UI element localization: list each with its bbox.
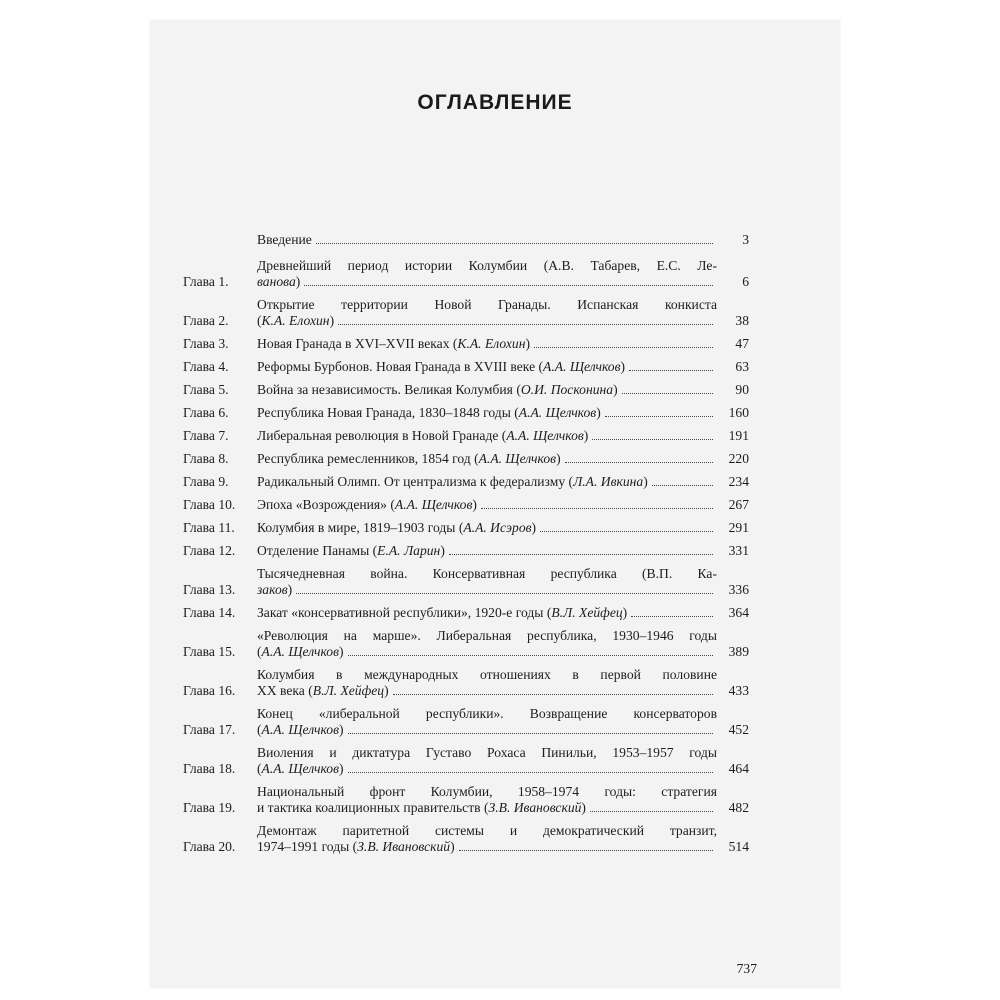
chapter-title [257,520,717,536]
dot-leader [449,554,713,555]
toc-entry [183,474,749,490]
chapter-title-line: Древнейший период истории Колумбии (А.В. Табарев, Е.С. Ле- [257,258,717,273]
chapter-title-tail: ) [613,382,618,397]
chapter-author: А.А. Щелчков [543,359,621,374]
chapter-title-tail: ) [556,451,561,466]
chapter-number: Глава 10. [183,497,236,512]
toc-entry [183,823,749,855]
dot-leader [338,324,713,325]
chapter-title [257,605,717,621]
chapter-author: Л.А. Ивкина [573,474,644,489]
chapter-author: А.А. Щелчков [261,644,339,659]
chapter-number: Глава 9. [183,474,229,489]
chapter-title [257,497,717,513]
chapter-author: В.Л. Хейфец [312,683,385,698]
chapter-title-line: Конец «либеральной республики». Возвращение консерваторов [257,706,717,721]
chapter-number: Глава 19. [183,800,236,815]
dot-leader [348,655,713,656]
chapter-page-number: 47 [735,336,749,351]
chapter-title-text: и тактика коалиционных правительств ( [257,800,489,815]
chapter-page-number: 433 [728,683,749,698]
dot-leader [590,811,713,812]
book-page [150,20,840,988]
chapter-title [257,628,717,660]
chapter-number: Глава 2. [183,313,229,328]
chapter-page-number: 3 [742,232,749,247]
chapter-number: Глава 11. [183,520,235,535]
chapter-page-number: 191 [728,428,749,443]
chapter-number: Глава 20. [183,839,236,854]
dot-leader [565,462,713,463]
chapter-page-number: 267 [728,497,749,512]
toc-entry [183,784,749,816]
chapter-title [257,706,717,738]
chapter-number: Глава 1. [183,274,229,289]
chapter-author: З.В. Ивановский [357,839,451,854]
chapter-author: А.А. Щелчков [506,428,584,443]
chapter-page-number: 63 [735,359,749,374]
chapter-title-line: Тысячедневная война. Консервативная республика (В.П. Ка- [257,566,717,581]
toc-entry [183,258,749,290]
chapter-author: А.А. Щелчков [394,497,473,512]
chapter-title [257,451,717,467]
chapter-author: Е.А. Ларин [377,543,441,558]
chapter-page-number: 234 [728,474,749,489]
chapter-title-line: Виоления и диктатура Густаво Рохаса Пинильи, 1953–1957 годы [257,745,717,760]
chapter-page-number: 482 [728,800,749,815]
chapter-title [257,784,717,816]
toc-entry [183,451,749,467]
toc-entry [183,605,749,621]
chapter-title [257,745,717,777]
chapter-page-number: 38 [735,313,749,328]
chapter-author: А.А. Щелчков [261,722,339,737]
chapter-number: Глава 5. [183,382,229,397]
chapter-author: А.А. Щелчков [518,405,597,420]
chapter-page-number: 220 [728,451,749,466]
chapter-title-text: 1974–1991 годы ( [257,839,358,854]
chapter-title-text: Республика Новая Гранада, 1830–1848 годы ( [257,405,519,420]
chapter-title-tail: ) [450,839,455,854]
chapter-title-tail: ) [472,497,477,512]
chapter-title-tail: ) [384,683,389,698]
chapter-title [257,382,717,398]
dot-leader [622,393,713,394]
chapter-page-number: 90 [735,382,749,397]
chapter-author: ванова [257,274,296,289]
chapter-author: К.А. Елохин [261,313,330,328]
chapter-title-text: Колумбия в мире, 1819–1903 годы ( [257,520,464,535]
dot-leader [652,485,713,486]
toc-entry [183,232,749,248]
chapter-title-text: ( [257,313,262,328]
chapter-title-tail: ) [581,800,586,815]
toc-entry [183,336,749,352]
dot-leader [540,531,713,532]
chapter-number: Глава 8. [183,451,229,466]
chapter-author: А.А. Щелчков [478,451,557,466]
chapter-title-text: Война за независимость. Великая Колумбия ( [257,382,521,397]
chapter-title-text: Отделение Панамы ( [257,543,378,558]
chapter-title-text: Республика ремесленников, 1854 год ( [257,451,479,466]
chapter-page-number: 514 [728,839,749,854]
toc-entry [183,566,749,598]
chapter-title-tail: ) [338,761,344,776]
chapter-title-line: Демонтаж паритетной системы и демократический транзит, [257,823,717,838]
chapter-title [257,297,717,329]
chapter-title-tail: ) [338,722,344,737]
chapter-page-number: 6 [742,274,749,289]
toc-entry [183,706,749,738]
table-of-contents [183,232,749,862]
chapter-title-text: ( [257,761,262,776]
dot-leader [348,733,713,734]
dot-leader [393,694,713,695]
dot-leader [304,285,713,286]
page-number: 737 [736,961,757,976]
dot-leader [296,593,713,594]
chapter-title [257,405,717,421]
chapter-title-tail: ) [531,520,537,535]
chapter-title-line: «Революция на марше». Либеральная республика, 1930–1946 годы [257,628,717,643]
chapter-title [257,428,717,444]
chapter-author: З.В. Ивановский [488,800,582,815]
chapter-page-number: 452 [728,722,749,737]
chapter-author: А.А. Исэров [463,520,532,535]
chapter-title-text: ( [257,722,262,737]
chapter-title-tail: ) [643,474,648,489]
chapter-number: Глава 17. [183,722,236,737]
chapter-title-tail: ) [620,359,626,374]
toc-entry [183,405,749,421]
chapter-title-tail: ) [329,313,335,328]
chapter-page-number: 389 [728,644,749,659]
dot-leader [348,772,713,773]
chapter-title [257,823,717,855]
chapter-title-text: Введение [257,232,312,247]
toc-entry [183,745,749,777]
chapter-page-number: 464 [728,761,749,776]
chapter-title-text: XX века ( [257,683,313,698]
dot-leader [629,370,713,371]
chapter-title-text: Новая Гранада в XVI–XVII веках ( [257,336,458,351]
dot-leader [605,416,713,417]
chapter-title-text: ( [257,644,262,659]
toc-entry [183,520,749,536]
page-title: ОГЛАВЛЕНИЕ [417,91,573,114]
dot-leader [481,508,713,509]
dot-leader [631,616,713,617]
chapter-title-text: Закат «консервативной республики», 1920-е годы ( [257,605,552,620]
chapter-number: Глава 7. [183,428,229,443]
chapter-title-tail: ) [596,405,601,420]
chapter-author: заков [257,582,288,597]
toc-entry [183,382,749,398]
chapter-number: Глава 6. [183,405,229,420]
chapter-author: К.А. Елохин [457,336,526,351]
chapter-title-text: Эпоха «Возрождения» ( [257,497,395,512]
chapter-title [257,566,717,598]
chapter-title-text: Либеральная революция в Новой Гранаде ( [257,428,507,443]
chapter-title-tail: ) [525,336,530,351]
chapter-page-number: 364 [728,605,749,620]
chapter-title-text: Радикальный Олимп. От централизма к федерализму ( [257,474,574,489]
chapter-title-tail: ) [622,605,628,620]
chapter-number: Глава 4. [183,359,229,374]
chapter-number: Глава 13. [183,582,236,597]
chapter-title-tail: ) [583,428,589,443]
dot-leader [316,243,713,244]
toc-entry [183,667,749,699]
toc-entry [183,497,749,513]
chapter-title-text: Реформы Бурбонов. Новая Гранада в XVIII веке ( [257,359,544,374]
chapter-title [257,359,717,375]
chapter-number: Глава 3. [183,336,229,351]
chapter-number: Глава 14. [183,605,236,620]
dot-leader [592,439,713,440]
toc-entry [183,543,749,559]
toc-entry [183,428,749,444]
chapter-number: Глава 12. [183,543,236,558]
chapter-title-tail: ) [295,274,301,289]
chapter-page-number: 336 [728,582,749,597]
chapter-title-tail: ) [287,582,293,597]
chapter-number: Глава 18. [183,761,236,776]
chapter-title [257,543,717,559]
chapter-title [257,474,717,490]
chapter-title [257,336,717,352]
chapter-number: Глава 15. [183,644,236,659]
toc-entry [183,628,749,660]
toc-entry [183,359,749,375]
chapter-page-number: 331 [728,543,749,558]
chapter-title-line: Национальный фронт Колумбии, 1958–1974 годы: стратегия [257,784,717,799]
toc-entry [183,297,749,329]
chapter-title [257,232,717,248]
chapter-author: А.А. Щелчков [261,761,339,776]
chapter-page-number: 160 [728,405,749,420]
chapter-title [257,667,717,699]
chapter-title-line: Колумбия в международных отношениях в первой половине [257,667,717,682]
chapter-title-tail: ) [338,644,344,659]
chapter-title-line: Открытие территории Новой Гранады. Испанская конкиста [257,297,717,312]
chapter-number: Глава 16. [183,683,236,698]
dot-leader [534,347,713,348]
chapter-title [257,258,717,290]
chapter-title-tail: ) [440,543,445,558]
dot-leader [459,850,713,851]
chapter-page-number: 291 [728,520,749,535]
chapter-author: О.И. Посконина [520,382,614,397]
chapter-author: В.Л. Хейфец [551,605,623,620]
